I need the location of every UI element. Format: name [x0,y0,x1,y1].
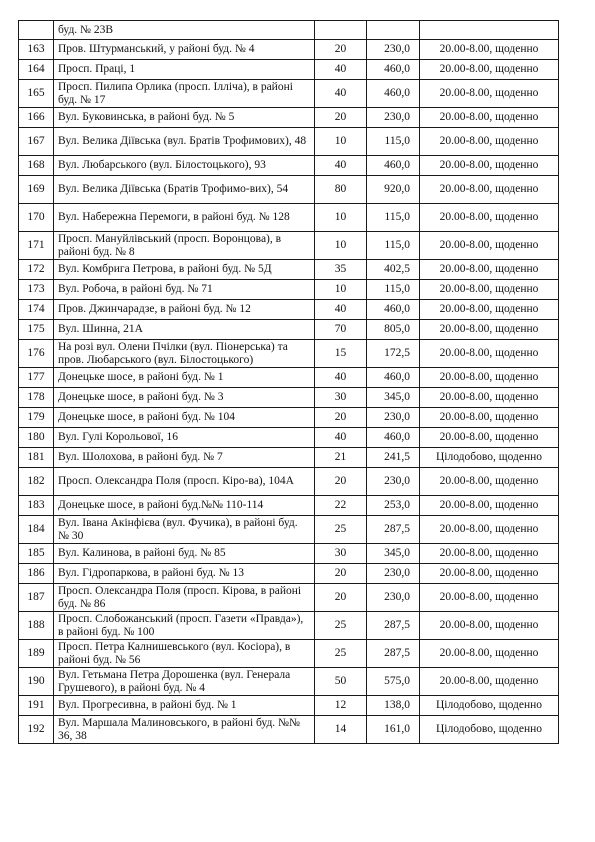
amount-cell: 287,5 [367,640,420,668]
amount-cell: 460,0 [367,80,420,108]
spaces-count-cell [315,21,367,40]
working-hours-cell: 20.00-8.00, щоденно [420,612,559,640]
spaces-count-cell: 40 [315,80,367,108]
address-cell: Просп. Пилипа Орлика (просп. Ілліча), в районі буд. № 17 [54,80,315,108]
table-row [19,320,559,340]
spaces-count-cell: 25 [315,640,367,668]
row-number: 173 [19,280,54,300]
amount-cell: 920,0 [367,176,420,204]
working-hours-cell: 20.00-8.00, щоденно [420,60,559,80]
working-hours-cell: 20.00-8.00, щоденно [420,80,559,108]
amount-cell: 241,5 [367,448,420,468]
address-cell: Вул. Велика Діївська (Братів Трофимо-вих), 54 [54,176,315,204]
amount-cell: 345,0 [367,388,420,408]
spaces-count-cell: 14 [315,716,367,744]
row-number: 171 [19,232,54,260]
address-cell: Вул. Буковинська, в районі буд. № 5 [54,108,315,128]
working-hours-cell: 20.00-8.00, щоденно [420,232,559,260]
address-cell: Вул. Робоча, в районі буд. № 71 [54,280,315,300]
address-cell: Донецьке шосе, в районі буд. № 3 [54,388,315,408]
spaces-count-cell: 30 [315,544,367,564]
table-row [19,564,559,584]
amount-cell: 460,0 [367,300,420,320]
row-number: 167 [19,128,54,156]
spaces-count-cell: 20 [315,40,367,60]
address-cell: Вул. Маршала Малиновського, в районі буд. №№ 36, 38 [54,716,315,744]
amount-cell: 805,0 [367,320,420,340]
spaces-count-cell: 15 [315,340,367,368]
row-number: 169 [19,176,54,204]
table-row [19,368,559,388]
spaces-count-cell: 35 [315,260,367,280]
row-number: 182 [19,468,54,496]
amount-cell: 460,0 [367,428,420,448]
working-hours-cell: 20.00-8.00, щоденно [420,668,559,696]
row-number: 187 [19,584,54,612]
row-number: 188 [19,612,54,640]
working-hours-cell: 20.00-8.00, щоденно [420,156,559,176]
working-hours-cell: 20.00-8.00, щоденно [420,280,559,300]
table-row [19,544,559,564]
row-number: 177 [19,368,54,388]
row-number: 180 [19,428,54,448]
working-hours-cell: 20.00-8.00, щоденно [420,544,559,564]
amount-cell: 172,5 [367,340,420,368]
amount-cell: 230,0 [367,564,420,584]
spaces-count-cell: 10 [315,232,367,260]
working-hours-cell: 20.00-8.00, щоденно [420,428,559,448]
row-number: 176 [19,340,54,368]
spaces-count-cell: 80 [315,176,367,204]
amount-cell: 345,0 [367,544,420,564]
table-row [19,448,559,468]
amount-cell: 115,0 [367,128,420,156]
address-cell: Вул. Гетьмана Петра Дорошенка (вул. Генерала Грушевого), в районі буд. № 4 [54,668,315,696]
address-cell: Вул. Комбрига Петрова, в районі буд. № 5Д [54,260,315,280]
spaces-count-cell: 20 [315,564,367,584]
amount-cell: 287,5 [367,516,420,544]
row-number: 191 [19,696,54,716]
working-hours-cell [420,21,559,40]
table-row [19,156,559,176]
table-row [19,176,559,204]
amount-cell: 460,0 [367,368,420,388]
row-number: 166 [19,108,54,128]
table-row [19,428,559,448]
amount-cell: 253,0 [367,496,420,516]
spaces-count-cell: 10 [315,128,367,156]
spaces-count-cell: 10 [315,280,367,300]
row-number: 164 [19,60,54,80]
table-row [19,128,559,156]
amount-cell: 115,0 [367,280,420,300]
amount-cell: 575,0 [367,668,420,696]
working-hours-cell: 20.00-8.00, щоденно [420,468,559,496]
table-row [19,496,559,516]
row-number [19,21,54,40]
table-row [19,696,559,716]
spaces-count-cell: 20 [315,408,367,428]
spaces-count-cell: 40 [315,368,367,388]
address-cell: Вул. Калинова, в районі буд. № 85 [54,544,315,564]
address-cell: Просп. Петра Калнишевського (вул. Косіора), в районі буд. № 56 [54,640,315,668]
amount-cell: 115,0 [367,204,420,232]
row-number: 179 [19,408,54,428]
amount-cell: 161,0 [367,716,420,744]
working-hours-cell: 20.00-8.00, щоденно [420,340,559,368]
address-cell: Вул. Велика Діївська (вул. Братів Трофимових), 48 [54,128,315,156]
row-number: 170 [19,204,54,232]
working-hours-cell: 20.00-8.00, щоденно [420,496,559,516]
working-hours-cell: Цілодобово, щоденно [420,696,559,716]
address-cell: Вул. Прогресивна, в районі буд. № 1 [54,696,315,716]
amount-cell: 460,0 [367,60,420,80]
spaces-count-cell: 20 [315,584,367,612]
row-number: 186 [19,564,54,584]
row-number: 189 [19,640,54,668]
row-number: 181 [19,448,54,468]
working-hours-cell: 20.00-8.00, щоденно [420,108,559,128]
table-row [19,40,559,60]
working-hours-cell: 20.00-8.00, щоденно [420,640,559,668]
working-hours-cell: 20.00-8.00, щоденно [420,408,559,428]
address-cell: Донецьке шосе, в районі буд. № 104 [54,408,315,428]
row-number: 178 [19,388,54,408]
spaces-count-cell: 30 [315,388,367,408]
table-row [19,388,559,408]
table-row [19,60,559,80]
working-hours-cell: 20.00-8.00, щоденно [420,584,559,612]
address-cell: Вул. Гулі Корольової, 16 [54,428,315,448]
spaces-count-cell: 40 [315,156,367,176]
table-row [19,716,559,744]
amount-cell: 460,0 [367,156,420,176]
address-cell: На розі вул. Олени Пчілки (вул. Піонерська) та пров. Любарського (вул. Білостоцького) [54,340,315,368]
table-row [19,21,559,40]
row-number: 190 [19,668,54,696]
table-row [19,260,559,280]
spaces-count-cell: 22 [315,496,367,516]
working-hours-cell: 20.00-8.00, щоденно [420,128,559,156]
address-cell: Вул. Шолохова, в районі буд. № 7 [54,448,315,468]
row-number: 184 [19,516,54,544]
table-row [19,280,559,300]
table-row [19,300,559,320]
amount-cell: 230,0 [367,408,420,428]
working-hours-cell: Цілодобово, щоденно [420,448,559,468]
table-row [19,584,559,612]
address-cell: Вул. Гідропаркова, в районі буд. № 13 [54,564,315,584]
row-number: 163 [19,40,54,60]
address-cell: Пров. Джинчарадзе, в районі буд. № 12 [54,300,315,320]
row-number: 172 [19,260,54,280]
spaces-count-cell: 25 [315,516,367,544]
amount-cell: 230,0 [367,468,420,496]
address-cell: Просп. Олександра Поля (просп. Кіро-ва), 104А [54,468,315,496]
row-number: 168 [19,156,54,176]
address-cell: Просп. Праці, 1 [54,60,315,80]
table-row [19,232,559,260]
spaces-count-cell: 25 [315,612,367,640]
amount-cell: 287,5 [367,612,420,640]
working-hours-cell: 20.00-8.00, щоденно [420,388,559,408]
row-number: 185 [19,544,54,564]
working-hours-cell: Цілодобово, щоденно [420,716,559,744]
table-row [19,408,559,428]
table-row [19,108,559,128]
table-row [19,668,559,696]
spaces-count-cell: 70 [315,320,367,340]
address-cell: Донецьке шосе, в районі буд. № 1 [54,368,315,388]
row-number: 175 [19,320,54,340]
table-row [19,340,559,368]
working-hours-cell: 20.00-8.00, щоденно [420,176,559,204]
parking-locations-table [18,20,559,744]
working-hours-cell: 20.00-8.00, щоденно [420,516,559,544]
address-cell: буд. № 23В [54,21,315,40]
address-cell: Пров. Штурманський, у районі буд. № 4 [54,40,315,60]
address-cell: Вул. Любарського (вул. Білостоцького), 93 [54,156,315,176]
working-hours-cell: 20.00-8.00, щоденно [420,564,559,584]
address-cell: Донецьке шосе, в районі буд.№№ 110-114 [54,496,315,516]
spaces-count-cell: 40 [315,428,367,448]
address-cell: Просп. Слобожанський (просп. Газети «Правда»), в районі буд. № 100 [54,612,315,640]
spaces-count-cell: 50 [315,668,367,696]
row-number: 174 [19,300,54,320]
working-hours-cell: 20.00-8.00, щоденно [420,320,559,340]
amount-cell: 230,0 [367,108,420,128]
spaces-count-cell: 20 [315,468,367,496]
address-cell: Вул. Набережна Перемоги, в районі буд. № 128 [54,204,315,232]
spaces-count-cell: 21 [315,448,367,468]
spaces-count-cell: 40 [315,300,367,320]
address-cell: Вул. Шинна, 21А [54,320,315,340]
row-number: 192 [19,716,54,744]
spaces-count-cell: 12 [315,696,367,716]
amount-cell: 230,0 [367,584,420,612]
working-hours-cell: 20.00-8.00, щоденно [420,368,559,388]
working-hours-cell: 20.00-8.00, щоденно [420,300,559,320]
table-row [19,640,559,668]
address-cell: Вул. Івана Акінфієва (вул. Фучика), в районі буд. № 30 [54,516,315,544]
amount-cell: 115,0 [367,232,420,260]
spaces-count-cell: 40 [315,60,367,80]
table-row [19,516,559,544]
amount-cell: 402,5 [367,260,420,280]
address-cell: Просп. Мануйлівський (просп. Воронцова), в районі буд. № 8 [54,232,315,260]
amount-cell [367,21,420,40]
table-row [19,80,559,108]
table-row [19,204,559,232]
working-hours-cell: 20.00-8.00, щоденно [420,40,559,60]
spaces-count-cell: 20 [315,108,367,128]
amount-cell: 230,0 [367,40,420,60]
table-row [19,612,559,640]
row-number: 183 [19,496,54,516]
table-body [19,21,559,744]
table-row [19,468,559,496]
spaces-count-cell: 10 [315,204,367,232]
working-hours-cell: 20.00-8.00, щоденно [420,204,559,232]
row-number: 165 [19,80,54,108]
working-hours-cell: 20.00-8.00, щоденно [420,260,559,280]
amount-cell: 138,0 [367,696,420,716]
address-cell: Просп. Олександра Поля (просп. Кірова, в районі буд. № 86 [54,584,315,612]
